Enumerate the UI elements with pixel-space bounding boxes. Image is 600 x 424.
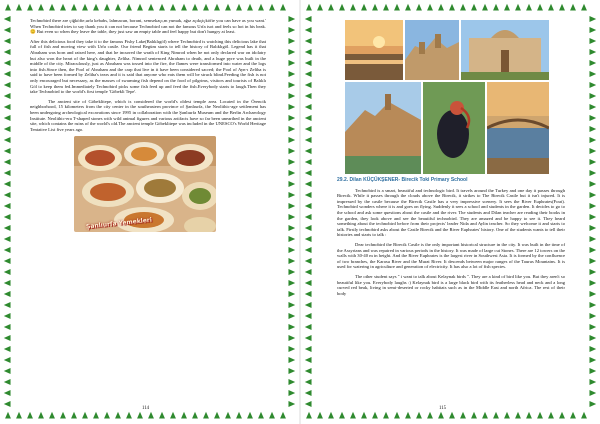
tree-icon xyxy=(4,291,11,297)
tree-icon xyxy=(288,247,295,253)
tree-icon xyxy=(449,4,455,11)
tree-icon xyxy=(288,148,295,154)
tree-icon xyxy=(537,4,543,11)
tree-icon xyxy=(288,93,295,99)
tree-icon xyxy=(305,82,312,88)
tree-icon xyxy=(115,412,121,419)
tree-icon xyxy=(589,324,596,330)
tree-icon xyxy=(16,4,22,11)
tree-icon xyxy=(280,412,286,419)
right-page xyxy=(301,0,600,424)
tree-icon xyxy=(16,412,22,419)
tree-icon xyxy=(589,269,596,275)
tree-icon xyxy=(4,38,11,44)
tree-icon xyxy=(559,412,565,419)
tree-icon xyxy=(305,302,312,308)
tree-icon xyxy=(4,71,11,77)
tree-icon xyxy=(288,357,295,363)
left-page xyxy=(0,0,299,424)
tree-icon xyxy=(288,280,295,286)
tree-icon xyxy=(288,192,295,198)
page-number: 115 xyxy=(438,406,447,411)
tree-icon xyxy=(288,324,295,330)
sunset-river-photo xyxy=(345,20,403,80)
tree-icon xyxy=(4,225,11,231)
tree-icon xyxy=(570,412,576,419)
tree-icon xyxy=(170,4,176,11)
tree-icon xyxy=(383,412,389,419)
tree-icon xyxy=(4,137,11,143)
tree-icon xyxy=(471,4,477,11)
tree-icon xyxy=(4,181,11,187)
tree-icon xyxy=(269,4,275,11)
tree-icon xyxy=(350,412,356,419)
tree-icon xyxy=(589,71,596,77)
section-title: 29.2. Dilan KÜÇÜKŞENER- Birecik Toki Primary School xyxy=(337,177,468,183)
tree-icon xyxy=(288,379,295,385)
tree-icon xyxy=(589,258,596,264)
tree-icon xyxy=(4,82,11,88)
tree-icon xyxy=(589,302,596,308)
tree-icon xyxy=(82,412,88,419)
tree-icon xyxy=(482,4,488,11)
tree-icon xyxy=(589,214,596,220)
tree-icon xyxy=(383,4,389,11)
tree-icon xyxy=(305,313,312,319)
tree-icon xyxy=(137,4,143,11)
paragraph: Dear technobird the Birecik Castle is the only important historical structure in the city. It was built in the time of the Assyrians and was repaired in various periods in the history. It was made of large cut Stones. There are 12 towers on the walls with 30-40 m in height. And the River Euphrates is the largest river in Southwest Asia. It is formed by the confluence of two branches, the Karasu River and the Murat River. It descends between major ranges of the Taurus Mountains. It is used for watering in agriculture and generation of electricity. It has also a lot of fish species. xyxy=(337,241,565,270)
tree-icon xyxy=(4,159,11,165)
paragraph: The other student says '' i want to talk about Kelaynak birds ''. They are a kind of bird like you. But they aren't so beautiful like you. Everybody laughs :) Kelaynak bird is a large black bird with its featherless head and neck and a long curved red beak, living in semi-deserted or rocky habitats such as in the Middle East and north Africa. The rest of their body xyxy=(337,273,565,296)
tree-icon xyxy=(305,324,312,330)
tree-icon xyxy=(288,137,295,143)
tree-icon xyxy=(405,412,411,419)
tree-icon xyxy=(288,225,295,231)
tree-icon xyxy=(181,412,187,419)
tree-icon xyxy=(305,280,312,286)
tree-icon xyxy=(305,181,312,187)
tree-icon xyxy=(305,247,312,253)
paragraph: After this delicious food they take it to the famous Fishy Lake(Balıklıgöl) where Technobird is watching this delicious lake that full of fish and moving view with Urfa castle. Our friend Begüm starts to tell the history of Balıklıgöl. Legend has it that Abraham was born and raised here, and that he incurred the wrath of King Nimrod when he not only declared war on idolatry but also won the heart of the king's daughter, Zeliha. Nimrod sentenced Abraham to death, and a huge pyre was built in the middle of the city. Miraculously, just as Abraham was tossed into the fire, the flames were transformed into water and the logs into fish.Since then, the Pool of Abraham and the carp that live in it have been considered sacred; the Pool of Ayn-ı Zeliha is said to have been formed by Zeliha's tears and it is said that anyone who eats them will be struck blind.Feeding the fish is not only encouraged but necessary, as the masses of swarming fish depend on the food of pilgrims, visitors and tourists of Balıklı Göl to keep them fed.Immediately Technobird picks some fish feed up and feed the fish.Everybody starts to laugh.Then they take Technobird to the world's first temple 'Göbekli Tepe'. xyxy=(30,38,266,95)
tree-icon xyxy=(305,357,312,363)
tree-icon xyxy=(305,115,312,121)
tree-icon xyxy=(305,38,312,44)
tree-icon xyxy=(394,412,400,419)
tree-icon xyxy=(203,4,209,11)
food-photo-caption: Şanlıurfa Yemekleri xyxy=(85,216,153,231)
tree-icon xyxy=(361,412,367,419)
tree-icon xyxy=(305,214,312,220)
tree-icon xyxy=(317,4,323,11)
tree-icon xyxy=(438,412,444,419)
tree-icon xyxy=(288,159,295,165)
tree-icon xyxy=(82,4,88,11)
tree-icon xyxy=(339,412,345,419)
tree-icon xyxy=(288,38,295,44)
tree-icon xyxy=(427,412,433,419)
tree-icon xyxy=(288,203,295,209)
tree-icon xyxy=(305,170,312,176)
tree-icon xyxy=(288,302,295,308)
tree-icon xyxy=(305,225,312,231)
tree-icon xyxy=(589,115,596,121)
right-page-content xyxy=(337,18,565,300)
tree-icon xyxy=(305,60,312,66)
tree-icon xyxy=(288,269,295,275)
tree-icon xyxy=(4,27,11,33)
tree-icon xyxy=(288,170,295,176)
tree-icon xyxy=(4,115,11,121)
tree-icon xyxy=(4,313,11,319)
tree-icon xyxy=(305,71,312,77)
tree-icon xyxy=(214,412,220,419)
tree-icon xyxy=(181,4,187,11)
castle-on-cliff-photo xyxy=(345,82,421,174)
tree-icon xyxy=(305,137,312,143)
birecik-photo-collage xyxy=(345,20,549,174)
kelaynak-bird-photo xyxy=(423,82,485,174)
tree-icon xyxy=(416,412,422,419)
tree-icon xyxy=(288,346,295,352)
tree-icon xyxy=(71,412,77,419)
page-number: 114 xyxy=(141,406,150,411)
tree-icon xyxy=(93,4,99,11)
tree-icon xyxy=(60,412,66,419)
tree-icon xyxy=(372,4,378,11)
tree-icon xyxy=(192,4,198,11)
tree-icon xyxy=(589,203,596,209)
tree-icon xyxy=(288,258,295,264)
tree-icon xyxy=(288,115,295,121)
tree-icon xyxy=(581,4,587,11)
tree-icon xyxy=(4,126,11,132)
tree-icon xyxy=(5,4,11,11)
tree-icon xyxy=(305,368,312,374)
tree-icon xyxy=(589,291,596,297)
tree-icon xyxy=(305,126,312,132)
tree-icon xyxy=(515,412,521,419)
tree-icon xyxy=(589,16,596,22)
tree-icon xyxy=(305,390,312,396)
tree-icon xyxy=(247,4,253,11)
tree-icon xyxy=(589,247,596,253)
tree-icon xyxy=(126,412,132,419)
tree-icon xyxy=(4,16,11,22)
tree-icon xyxy=(4,104,11,110)
tree-icon xyxy=(225,4,231,11)
tree-icon xyxy=(589,104,596,110)
tree-icon xyxy=(548,412,554,419)
tree-icon xyxy=(203,412,209,419)
tree-icon xyxy=(93,412,99,419)
tree-icon xyxy=(438,4,444,11)
tree-icon xyxy=(4,214,11,220)
tree-icon xyxy=(288,214,295,220)
tree-icon xyxy=(288,291,295,297)
tree-icon xyxy=(305,335,312,341)
tree-icon xyxy=(460,412,466,419)
tree-icon xyxy=(4,247,11,253)
tree-icon xyxy=(170,412,176,419)
tree-icon xyxy=(328,4,334,11)
tree-icon xyxy=(589,60,596,66)
tree-icon xyxy=(526,412,532,419)
tree-icon xyxy=(288,335,295,341)
tree-icon xyxy=(137,412,143,419)
tree-icon xyxy=(71,4,77,11)
tree-icon xyxy=(526,4,532,11)
tree-icon xyxy=(269,412,275,419)
tree-icon xyxy=(5,412,11,419)
tree-icon xyxy=(427,4,433,11)
tree-icon xyxy=(288,16,295,22)
tree-icon xyxy=(4,148,11,154)
tree-icon xyxy=(589,82,596,88)
tree-icon xyxy=(27,412,33,419)
tree-icon xyxy=(372,412,378,419)
tree-icon xyxy=(4,302,11,308)
tree-icon xyxy=(27,4,33,11)
tree-icon xyxy=(305,269,312,275)
tree-icon xyxy=(305,27,312,33)
tree-icon xyxy=(328,412,334,419)
tree-icon xyxy=(589,159,596,165)
tree-icon xyxy=(589,126,596,132)
tree-icon xyxy=(115,4,121,11)
tree-icon xyxy=(288,181,295,187)
tree-icon xyxy=(258,4,264,11)
tree-icon xyxy=(225,412,231,419)
tree-icon xyxy=(305,16,312,22)
tree-icon xyxy=(548,4,554,11)
tree-icon xyxy=(247,412,253,419)
paragraph: The ancient site of Göbeklitepe, which is considered the world's oldest temple area. Located in the Örencik neighborhood, 15 kilometers from the city center in the southeastern province of Şanlıurfa, the Neolithic-age settlement has been undergoing archeological excavations since 1995 in collaboration with the Şanlıurfa Museum and the Berlin Archaeology Institute. Neolithic-era T-shaped stones with wild animal figures and various artifacts have so far been unearthed in the ancient site, which contains the ruins of the world's old.The ancient temple Göbeklitepe was included in the UNESCO's World Heritage Tentative List five years ago. xyxy=(30,98,266,132)
tree-icon xyxy=(305,159,312,165)
tree-icon xyxy=(589,390,596,396)
tree-icon xyxy=(192,412,198,419)
tree-icon xyxy=(515,4,521,11)
tree-icon xyxy=(236,412,242,419)
tree-icon xyxy=(460,4,466,11)
tree-icon xyxy=(416,4,422,11)
paragraph: Technobird there are çiğköfte,urfa kebabs, lahmacun, borani, semsekaçı,m yumak, ağız açıkçiçköfte you can have as you want.' When Technobird tries to say thank you it can not because Technobird can not the famous Urfa isot and feels so hot in his beak. 😊 But even so when they leave the table, they just saw an empty table and feel happy but don't hungry at least. xyxy=(30,18,266,35)
tree-icon xyxy=(288,104,295,110)
tree-icon xyxy=(589,27,596,33)
tree-icon xyxy=(159,4,165,11)
tree-icon xyxy=(4,280,11,286)
sanliurfa-food-photo xyxy=(74,136,216,232)
tree-icon xyxy=(559,4,565,11)
tree-icon xyxy=(288,390,295,396)
tree-icon xyxy=(4,390,11,396)
left-page-content xyxy=(30,18,266,232)
tree-icon xyxy=(288,313,295,319)
tree-icon xyxy=(288,368,295,374)
tree-icon xyxy=(280,4,286,11)
tree-icon xyxy=(4,269,11,275)
historic-building-photo xyxy=(461,20,549,80)
tree-icon xyxy=(589,192,596,198)
tree-icon xyxy=(589,225,596,231)
tree-icon xyxy=(305,148,312,154)
river-bridge-photo xyxy=(487,82,549,174)
tree-icon xyxy=(148,4,154,11)
tree-icon xyxy=(305,379,312,385)
tree-icon xyxy=(589,137,596,143)
tree-icon xyxy=(159,412,165,419)
tree-icon xyxy=(288,49,295,55)
tree-icon xyxy=(589,280,596,286)
tree-icon xyxy=(60,4,66,11)
tree-icon xyxy=(4,346,11,352)
tree-icon xyxy=(4,60,11,66)
tree-icon xyxy=(104,412,110,419)
tree-icon xyxy=(361,4,367,11)
tree-icon xyxy=(4,192,11,198)
tree-icon xyxy=(4,93,11,99)
tree-icon xyxy=(305,291,312,297)
tree-icon xyxy=(504,4,510,11)
tree-icon xyxy=(589,49,596,55)
tree-icon xyxy=(589,346,596,352)
tree-icon xyxy=(305,104,312,110)
paragraph: Technobird is a smart, beautiful and technologic bird. It travels around the Turkey and one day it passes through Birecik. While it passes through the clouds above the Birecik, it strikes to The Birecik Castle but it isn't injured. It is impressed by the castle because the Birecik Castle has a very impressive scenery. It sees the River Euphrates(Fırat). Technobird wonders where it is and goes on flying. Suddenly it sees a school and students in the garden. It decides to go to the school and ask some questions about the castle and the river. The students and Dilan teacher are reading their books in the garden, they look above and see the beautiful technobird. They are amazed and be happy to see it. They heard something about the technobird before from their projects' leader Nida and Aylin teacher. So they welcome it and starts to talk. Firstly technobird asks about the Castle Birecik and the River Euphrates' history. One of the students wants to tell their histories and starts to talk : xyxy=(337,187,565,238)
tree-icon xyxy=(38,4,44,11)
tree-icon xyxy=(288,126,295,132)
tree-icon xyxy=(589,313,596,319)
tree-icon xyxy=(589,236,596,242)
tree-icon xyxy=(305,346,312,352)
tree-icon xyxy=(589,93,596,99)
tree-icon xyxy=(589,38,596,44)
tree-icon xyxy=(288,82,295,88)
tree-icon xyxy=(581,412,587,419)
tree-icon xyxy=(394,4,400,11)
tree-icon xyxy=(4,236,11,242)
tree-icon xyxy=(4,170,11,176)
tree-icon xyxy=(288,60,295,66)
tree-icon xyxy=(104,4,110,11)
tree-icon xyxy=(258,412,264,419)
tree-icon xyxy=(305,49,312,55)
tree-icon xyxy=(493,4,499,11)
tree-icon xyxy=(305,203,312,209)
tree-icon xyxy=(49,4,55,11)
tree-icon xyxy=(493,412,499,419)
tree-icon xyxy=(350,4,356,11)
tree-icon xyxy=(482,412,488,419)
tree-icon xyxy=(405,4,411,11)
tree-icon xyxy=(4,49,11,55)
tree-icon xyxy=(504,412,510,419)
tree-icon xyxy=(471,412,477,419)
tree-icon xyxy=(589,148,596,154)
tree-icon xyxy=(306,4,312,11)
tree-icon xyxy=(214,4,220,11)
tree-icon xyxy=(236,4,242,11)
tree-icon xyxy=(288,236,295,242)
tree-icon xyxy=(4,335,11,341)
tree-icon xyxy=(305,236,312,242)
tree-icon xyxy=(589,170,596,176)
tree-icon xyxy=(306,412,312,419)
tree-icon xyxy=(4,379,11,385)
tree-icon xyxy=(38,412,44,419)
tree-icon xyxy=(305,93,312,99)
castle-photo xyxy=(405,20,459,80)
tree-icon xyxy=(4,357,11,363)
tree-icon xyxy=(537,412,543,419)
tree-icon xyxy=(449,412,455,419)
tree-icon xyxy=(4,258,11,264)
tree-icon xyxy=(317,412,323,419)
tree-icon xyxy=(148,412,154,419)
tree-icon xyxy=(589,335,596,341)
tree-icon xyxy=(339,4,345,11)
tree-icon xyxy=(49,412,55,419)
tree-icon xyxy=(305,192,312,198)
tree-icon xyxy=(288,71,295,77)
tree-icon xyxy=(589,368,596,374)
tree-icon xyxy=(4,203,11,209)
tree-icon xyxy=(305,258,312,264)
tree-icon xyxy=(4,368,11,374)
tree-icon xyxy=(4,324,11,330)
tree-icon xyxy=(126,4,132,11)
tree-icon xyxy=(288,27,295,33)
tree-icon xyxy=(589,181,596,187)
tree-icon xyxy=(589,379,596,385)
tree-icon xyxy=(570,4,576,11)
tree-icon xyxy=(589,357,596,363)
